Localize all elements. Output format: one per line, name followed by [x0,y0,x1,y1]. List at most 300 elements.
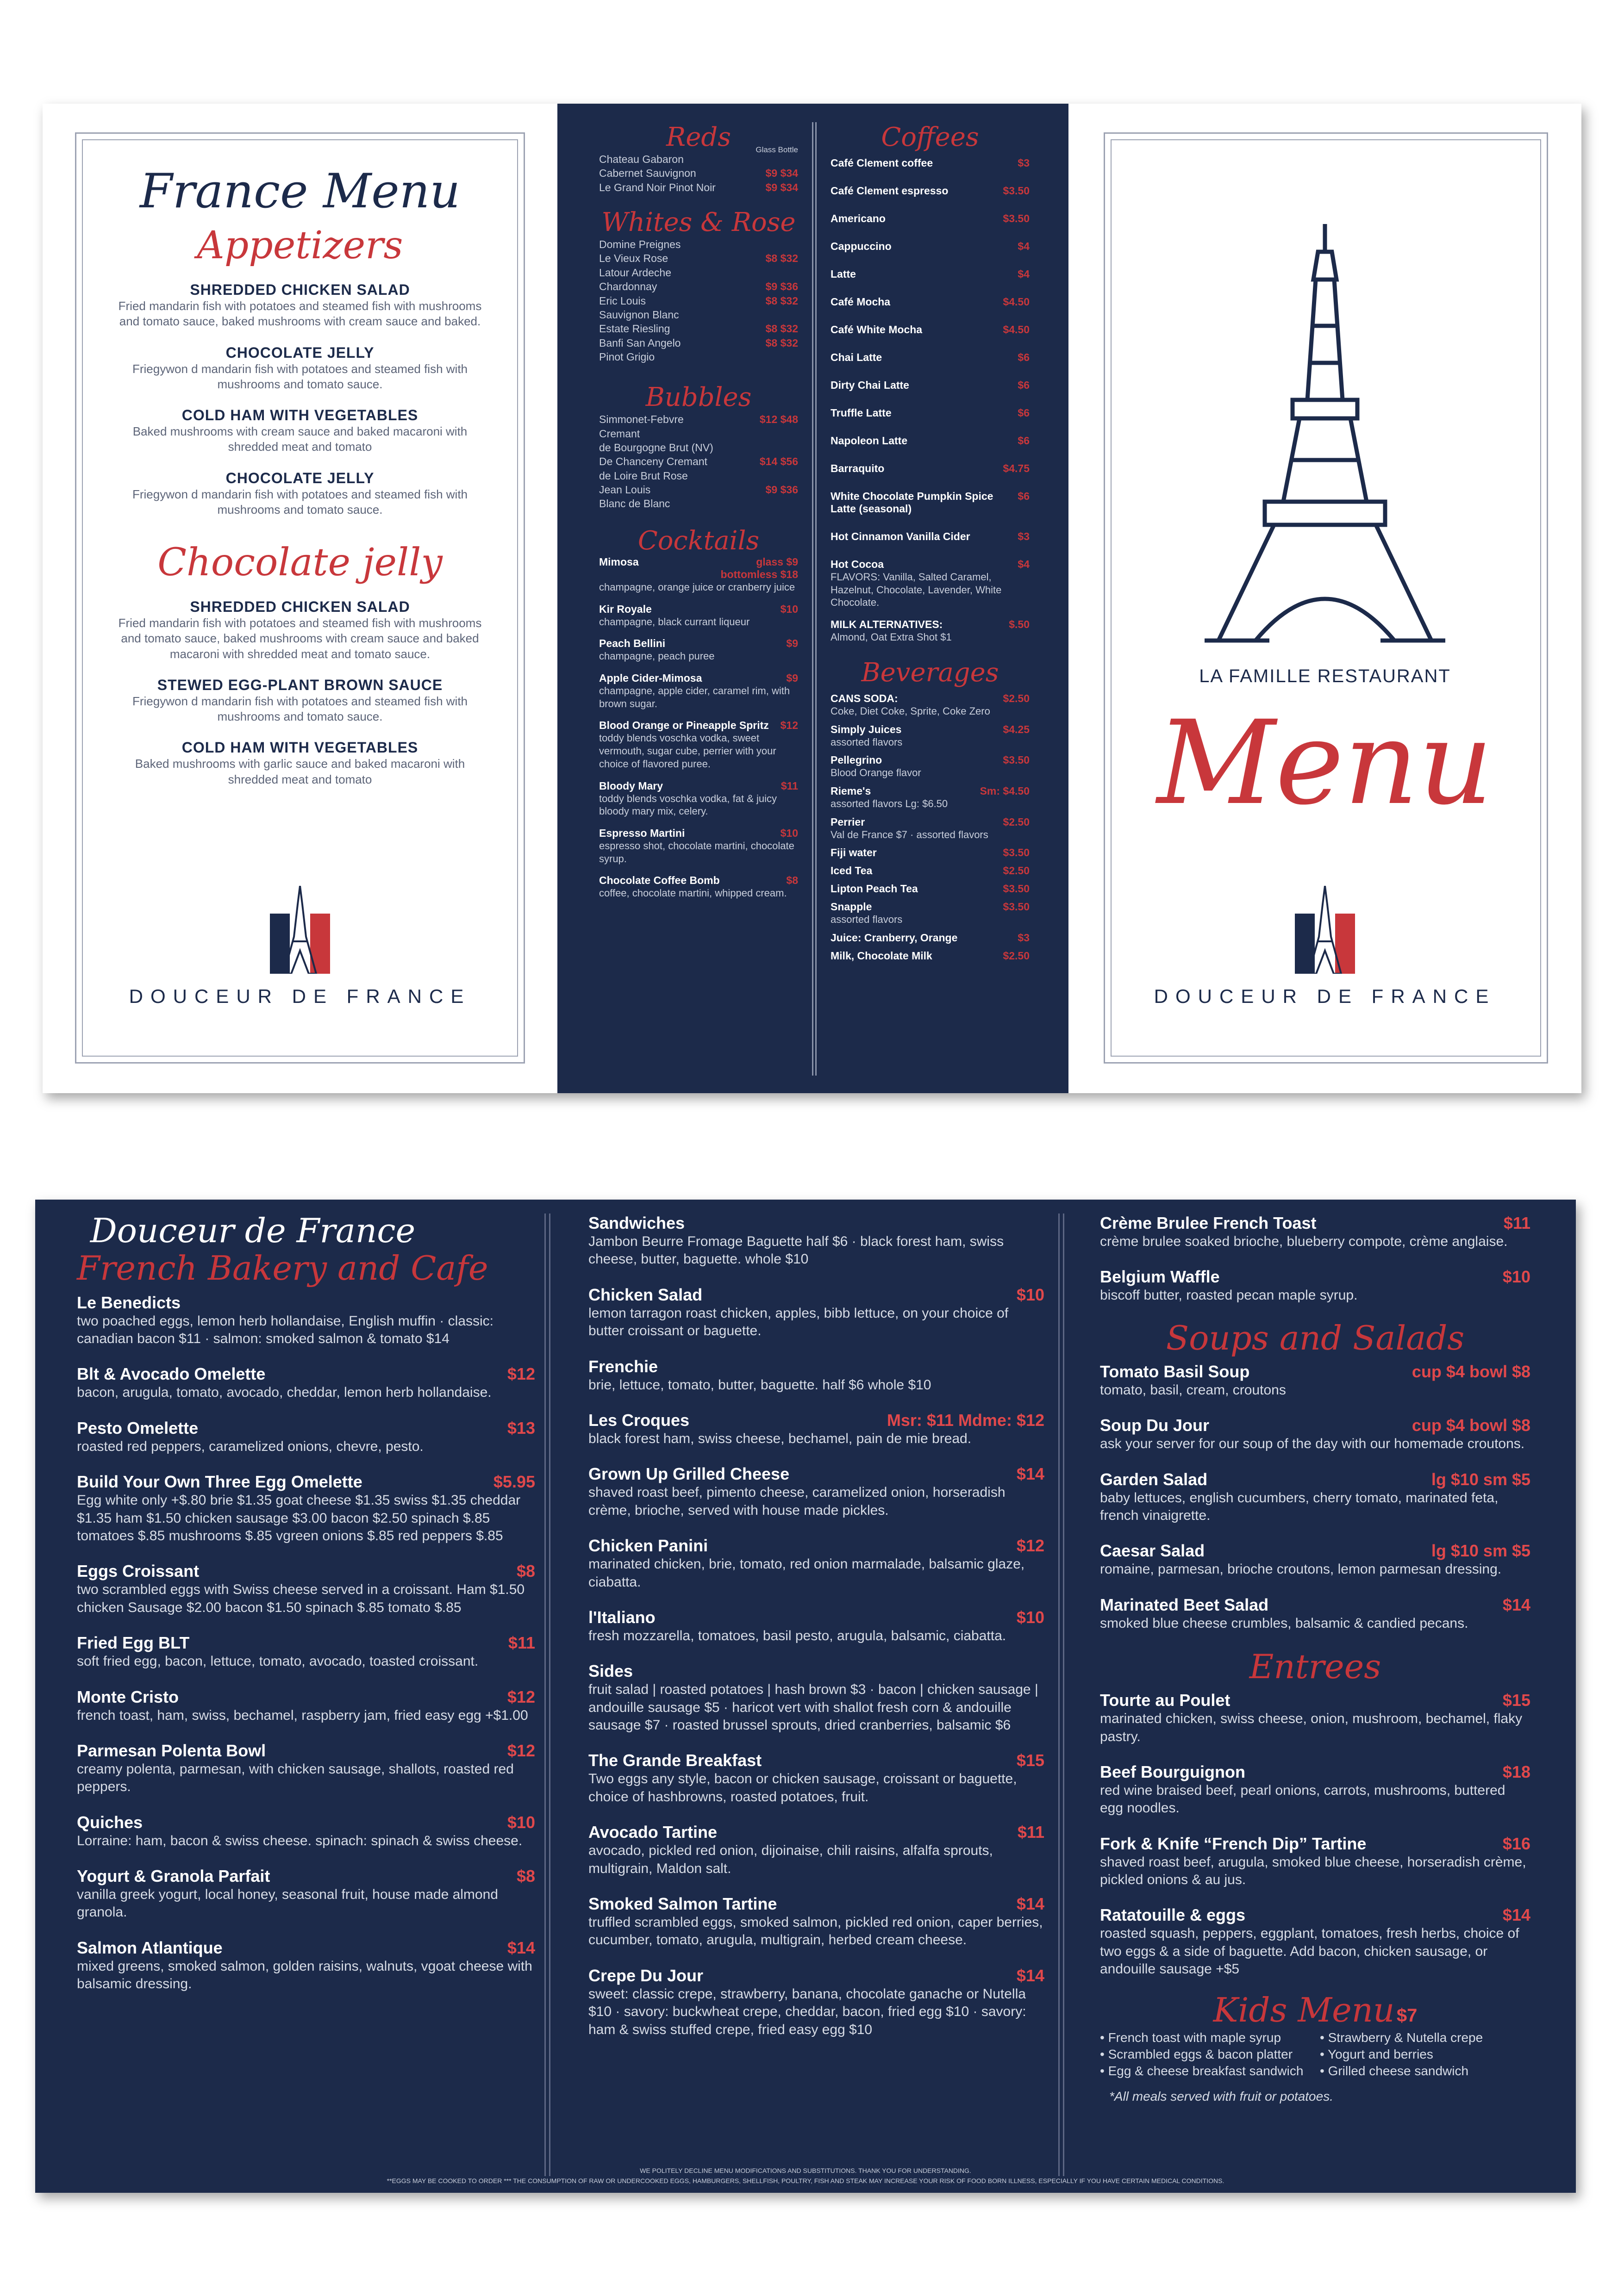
menu-item-price: $8 [516,1562,535,1581]
appetizer-desc: Baked mushrooms with garlic sauce and baked macaroni with shredded meat and tomato [135,757,465,786]
cocoa-price: $4 [1018,558,1030,570]
cocktail-name: Apple Cider-Mimosa [599,672,702,684]
cocktail-name: Blood Orange or Pineapple Spritz [599,719,769,732]
menu-item-price: lg $10 sm $5 [1431,1541,1530,1561]
menu-item-name: Crepe Du Jour [588,1966,704,1985]
menu-item-name: Chicken Salad [588,1285,703,1304]
sandwich-column [588,1213,1044,2055]
cocktail-name: Bloody Mary [599,779,663,792]
coffee-price: $4.75 [1003,462,1030,474]
menu-item-header [1100,1362,1530,1381]
cocoa-name: Hot Cocoa [831,558,884,570]
beverage-name: Milk, Chocolate Milk [831,950,932,962]
cocktail-header [599,719,798,732]
menu-item-header [77,1562,535,1581]
beverage-header [831,883,1030,895]
cocktail-desc: espresso shot, chocolate martini, chocolate syrup. [599,840,794,865]
column-divider [1058,1213,1060,2176]
menu-item-price: $8 [516,1867,535,1886]
coffee-price: $6 [1018,379,1030,391]
menu-item-header [588,1751,1044,1770]
wine-name: Eric Louis [599,294,646,307]
menu-item-desc: sweet: classic crepe, strawberry, banana, chocolate ganache or Nutella $10 · savory: buckwheat crepe, cheddar, bacon, fried egg $10 · savory: ham & swiss stuffed crepe, fried easy egg $10 [588,1986,1026,2037]
menu-item-price: $10 [507,1812,535,1832]
beverage-name: Pellegrino [831,754,882,766]
menu-item-header [1100,1267,1530,1287]
menu-item-desc: Jambon Beurre Fromage Baguette half $6 · black forest ham, swiss cheese, butter, baguette. whole $10 [588,1234,1004,1267]
beverage-desc: Blood Orange flavor [831,767,921,779]
menu-item-desc: smoked blue cheese crumbles, balsamic & candied pecans. [1100,1615,1468,1631]
menu-item-desc: roasted red peppers, caramelized onions, chevre, pesto. [77,1438,424,1454]
menu-item-desc: vanilla greek yogurt, local honey, seasonal fruit, house made almond granola. [77,1887,498,1920]
appetizer-desc: Fried mandarin fish with potatoes and steamed fish with mushrooms and tomato sauce, baked mushrooms with cream sauce and baked. [118,299,482,329]
wine-name: Chardonnay [599,280,657,293]
menu-item-name: Beef Bourguignon [1100,1762,1245,1781]
coffee-price: $6 [1018,435,1030,447]
menu-item-name: Garden Salad [1100,1469,1208,1489]
kids-item: • Strawberry & Nutella crepe [1320,2030,1483,2045]
wine-row [599,336,798,350]
wine-name: Simmonet-Febvre [599,413,684,426]
menu-item [1100,1762,1530,1817]
menu-item-desc: mixed greens, smoked salmon, golden raisins, walnuts, vgoat cheese with balsamic dressing. [77,1958,532,1992]
cocoa-desc: FLAVORS: Vanilla, Salted Caramel, Hazelnut, Chocolate, Lavender, White Chocolate. [831,571,1002,609]
beverage-name: Simply Juices [831,723,902,735]
cocktail-item [599,874,798,900]
wine-name: Pinot Grigio [599,350,655,363]
menu-item-header [588,1357,1044,1376]
eiffel-tower-icon [1205,224,1445,650]
menu-item [588,1894,1044,1949]
wine-name: Estate Riesling [599,323,670,335]
menu-item [77,1364,535,1401]
beverage-price: $4.25 [1003,723,1030,735]
menu-item-header [588,1661,1044,1681]
cocktail-name: Kir Royale [599,603,652,615]
coffee-row [831,185,1030,197]
menu-item-price: $14 [1502,1905,1530,1925]
menu-item-name: The Grande Breakfast [588,1751,762,1770]
cocktail-price: $9 [786,637,798,650]
beverage-price: $2.50 [1003,692,1030,704]
beverage-price: Sm: $4.50 [980,785,1030,797]
menu-item-header [588,1894,1044,1914]
coffee-name: Café Mocha [831,296,891,308]
cocktail-header [599,637,798,650]
menu-item [1100,1470,1530,1525]
coffee-name: Americano [831,212,886,224]
menu-item-price: $15 [1502,1691,1530,1710]
kids-item: • Egg & cheese breakfast sandwich [1100,2064,1304,2078]
menu-item-header [1100,1691,1530,1710]
menu-item-name: Ratatouille & eggs [1100,1905,1246,1925]
appetizer-item [84,677,516,725]
menu-item [77,1472,535,1545]
appetizer-item [84,598,516,662]
menu-item-name: Crème Brulee French Toast [1100,1213,1317,1232]
beverage-item [831,692,1030,718]
menu-item-header [1100,1834,1530,1854]
menu-item-header [77,1419,535,1438]
appetizer-item [84,344,516,392]
coffee-name: Barraquito [831,462,885,474]
menu-item-name: Frenchie [588,1356,658,1376]
restaurant-name: LA FAMILLE RESTAURANT [1199,666,1451,686]
coffee-price: $6 [1018,407,1030,419]
menu-item [77,1741,535,1796]
appetizer-name: STEWED EGG-PLANT BROWN SAUCE [157,676,443,693]
coffee-price: $4 [1018,240,1030,252]
wine-row [599,166,798,180]
cocktail-name: Peach Bellini [599,637,666,650]
menu-item-header [77,1364,535,1384]
menu-item-price: $5.95 [493,1472,535,1492]
beverage-name: Perrier [831,815,865,828]
entrees-heading: Entrees [1249,1647,1381,1686]
menu-item-desc: crème brulee soaked brioche, blueberry compote, crème anglaise. [1100,1234,1508,1249]
menu-item [77,1867,535,1922]
beverage-price: $3.50 [1003,846,1030,859]
column-divider [1063,1213,1064,2176]
appetizer-desc: Friegywon d mandarin fish with potatoes and steamed fish with mushrooms and tomato sauce. [132,487,468,516]
appetizer-name: COLD HAM WITH VEGETABLES [181,407,418,424]
kids-heading: Kids Menu [1213,1990,1395,2029]
brand-logo [43,886,557,1008]
menu-item-name: Sides [588,1661,633,1681]
beverage-name: CANS SODA: [831,692,898,704]
menu-item-desc: baby lettuces, english cucumbers, cherry tomato, marinated feta, french vinaigrette. [1100,1490,1499,1523]
coffee-column [831,122,1030,968]
menu-item-price: $14 [1016,1966,1044,1985]
menu-item-price: cup $4 bowl $8 [1412,1416,1530,1435]
beverage-header [831,754,1030,766]
coffee-row [831,212,1030,225]
bakery-title: Douceur de France [90,1211,416,1250]
menu-item-desc: Lorraine: ham, bacon & swiss cheese. spinach: spinach & swiss cheese. [77,1833,523,1848]
cocktail-name: Mimosa [599,555,639,568]
menu-item [588,1661,1044,1734]
cover-panel [1068,104,1581,1093]
coffee-price: $6 [1018,490,1030,502]
cocktail-item [599,719,798,770]
wine-name: de Loire Brut Rose [599,469,688,482]
kids-item: • French toast with maple syrup [1100,2030,1281,2045]
wine-row [599,469,798,483]
menu-item-desc: fruit salad | roasted potatoes | hash brown $3 · bacon | chicken sausage | andouille sausage $5 · haricot vert with shallot fresh corn & andouille sausage $7 · roasted brussel sprouts, dried cranberries, balsamic $6 [588,1682,1038,1733]
beverage-item [831,754,1030,779]
cocktail-item [599,603,798,628]
tri-fold-menu-outside [43,104,1581,1093]
coffee-row [831,157,1030,169]
menu-item-desc: romaine, parmesan, brioche croutons, lemon parmesan dressing. [1100,1562,1502,1577]
menu-item-price: $12 [507,1364,535,1384]
beverage-price: $2.50 [1003,865,1030,877]
coffee-name: Napoleon Latte [831,435,908,447]
menu-item-price: Msr: $11 Mdme: $12 [887,1410,1044,1430]
lunch-column [1100,1213,1530,2104]
menu-item-price: $14 [1016,1894,1044,1914]
wine-price: $9 $36 [765,280,798,293]
cocktail-price: glass $9 [756,555,798,568]
breakfast-column [77,1213,535,2010]
cocktail-desc: champagne, black currant liqueur [599,616,750,628]
coffee-row [831,435,1030,447]
beverage-item [831,883,1030,895]
menu-item-name: Belgium Waffle [1100,1267,1220,1287]
menu-item-header [588,1608,1044,1627]
menu-item [1100,1213,1530,1251]
coffee-price: $3 [1018,530,1030,542]
coffee-row [831,462,1030,475]
wine-row [599,322,798,336]
appetizer-item [84,739,516,787]
wine-name: Le Grand Noir Pinot Noir [599,181,716,193]
coffee-row [831,296,1030,308]
cocktail-price: $10 [780,827,798,840]
coffee-name: Chai Latte [831,351,882,363]
beverage-item [831,865,1030,877]
menu-item-name: Sandwiches [588,1213,685,1232]
beverage-name: Snapple [831,901,872,913]
wine-row [599,266,798,280]
menu-item [588,1608,1044,1645]
menu-item-name: Pesto Omelette [77,1418,199,1437]
beverage-item [831,901,1030,926]
chocolate-jelly-list [84,598,516,787]
menu-item-price: $14 [1016,1464,1044,1484]
menu-item-name: Blt & Avocado Omelette [77,1364,266,1384]
coffee-price: $4.50 [1003,296,1030,308]
menu-item-name: Grown Up Grilled Cheese [588,1464,790,1484]
beverage-price: $3.50 [1003,901,1030,913]
menu-item-desc: bacon, arugula, tomato, avocado, cheddar, lemon herb hollandaise. [77,1385,492,1400]
menu-item [1100,1834,1530,1889]
menu-item-desc: ask your server for our soup of the day with our homemade croutons. [1100,1436,1525,1452]
menu-item-price: $10 [1502,1267,1530,1287]
column-divider [812,122,813,1076]
menu-item [1100,1416,1530,1453]
beverage-name: Iced Tea [831,865,873,877]
menu-item-header [77,1687,535,1707]
beverage-item [831,846,1030,859]
menu-item-desc: shaved roast beef, pimento cheese, caramelized onion, horseradish crème, brioche, served with house made pickles. [588,1485,1006,1518]
cocktail-item [599,672,798,710]
menu-item [77,1938,535,1993]
coffee-name: Dirty Chai Latte [831,379,909,391]
coffee-row [831,407,1030,419]
menu-item-price: $11 [1503,1213,1530,1232]
menu-item-header [588,1536,1044,1556]
kids-item: • Grilled cheese sandwich [1320,2064,1469,2078]
coffee-price: $4 [1018,268,1030,280]
disclaimer-health: **EGGS MAY BE COOKED TO ORDER *** THE CONSUMPTION OF RAW OR UNDERCOOKED EGGS, HAMBURGERS, SHELLFISH, POULTRY, FISH AND STEAK MAY INCREASE YOUR RISK OF FOOD BORN ILLNESS, ESPECIALLY IF YOU HAVE CERTAIN MEDICAL CONDITIONS. [387,2177,1224,2184]
tri-fold-menu-inside [35,1200,1576,2193]
beverage-desc: Coke, Diet Coke, Sprite, Coke Zero [831,705,990,717]
cocktails-heading: Cocktails [637,525,760,556]
kids-price: $7 [1396,2005,1418,2026]
menu-item-name: Caesar Salad [1100,1541,1205,1561]
wine-name: Domine Preignes [599,238,681,251]
beverages-heading: Beverages [861,657,999,688]
menu-item [588,1357,1044,1394]
appetizer-name: CHOCOLATE JELLY [225,344,375,361]
beverage-header [831,846,1030,859]
wine-row [599,497,798,510]
menu-item-desc: brie, lettuce, tomato, butter, baguette. half $6 whole $10 [588,1377,931,1393]
wine-name: Chateau Gabaron [599,153,684,165]
menu-item [1100,1362,1530,1399]
cocktail-desc: champagne, orange juice or cranberry juice [599,581,795,593]
column-divider [815,122,817,1076]
beverage-item [831,950,1030,962]
wine-row [599,441,798,454]
wine-name: De Chanceny Cremant [599,455,707,468]
milk-price: $.50 [1009,618,1030,631]
eiffel-flag-icon [1295,886,1355,974]
cocktail-desc: toddy blends voschka vodka, fat & juicy bloody mary mix, celery. [599,792,777,817]
menu-item-desc: shaved roast beef, arugula, smoked blue cheese, horseradish crème, pickled onions & au jus. [1100,1854,1526,1888]
coffees-heading: Coffees [881,122,979,152]
menu-item-desc: two poached eggs, lemon herb hollandaise, English muffin · classic: canadian bacon $11 · salmon: smoked salmon & tomato $14 [77,1313,493,1346]
beverage-header [831,950,1030,962]
bakery-subtitle: French Bakery and Cafe [77,1248,488,1288]
wine-row [599,412,798,426]
bubbles-heading: Bubbles [645,382,752,413]
menu-item-desc: red wine braised beef, pearl onions, carrots, mushrooms, buttered egg noodles. [1100,1782,1505,1816]
cocktail-price: $12 [780,719,798,732]
menu-item-header [77,1938,535,1958]
menu-item [588,1966,1044,2039]
wine-row [599,454,798,468]
menu-item-desc: black forest ham, swiss cheese, bechamel, pain de mie bread. [588,1431,972,1446]
wine-name: Latour Ardeche [599,266,672,279]
beverage-item [831,932,1030,944]
menu-item-name: Avocado Tartine [588,1823,718,1842]
menu-item [588,1751,1044,1806]
drinks-panel [557,104,1068,1093]
menu-item-price: $11 [1017,1823,1044,1842]
menu-item-price: $15 [1016,1751,1044,1770]
appetizer-desc: Friegywon d mandarin fish with potatoes and steamed fish with mushrooms and tomato sauce. [132,694,468,724]
menu-item [1100,1541,1530,1578]
coffee-price: $3 [1018,157,1030,169]
coffee-name: Hot Cinnamon Vanilla Cider [831,530,970,542]
menu-item-price: lg $10 sm $5 [1431,1469,1530,1489]
coffee-name: White Chocolate Pumpkin Spice Latte (seasonal) [831,490,993,515]
menu-item-header [77,1472,535,1492]
wine-row [599,308,798,322]
coffee-price: $6 [1018,351,1030,363]
brand-logo [1068,886,1581,1008]
menu-item [1100,1691,1530,1746]
menu-item-price: $12 [507,1741,535,1760]
menu-item [77,1813,535,1850]
appetizer-desc: Friegywon d mandarin fish with potatoes and steamed fish with mushrooms and tomato sauce. [132,361,468,391]
cocktail-price: $8 [786,874,798,887]
wine-row [599,180,798,194]
cocktail-desc: toddy blends voschka vodka, sweet vermouth, sugar cube, perrier with your choice of flavored puree. [599,732,776,770]
beverage-header [831,785,1030,797]
appetizer-item [84,281,516,330]
milk-desc: Almond, Oat Extra Shot $1 [831,631,952,643]
cocktail-price: $9 [786,672,798,684]
cocktail-extra [599,568,798,581]
cover-menu-title: Menu [1157,696,1493,830]
menu-item-name: Marinated Beet Salad [1100,1595,1269,1614]
cocktail-desc: champagne, peach puree [599,650,715,662]
left-panel [43,104,557,1093]
wine-price: $9 $34 [765,181,798,193]
menu-item-header [588,1464,1044,1484]
menu-item-header [588,1411,1044,1430]
menu-item-name: l'Italiano [588,1607,656,1627]
menu-item [1100,1905,1530,1978]
menu-item-header [77,1293,535,1313]
coffee-name: Truffle Latte [831,407,892,419]
menu-item-desc: biscoff butter, roasted pecan maple syrup. [1100,1288,1358,1303]
menu-item-desc: Two eggs any style, bacon or chicken sausage, croissant or baguette, choice of hashbrowns, roasted potatoes, fruit. [588,1771,1017,1804]
menu-item-header [77,1633,535,1653]
menu-item [77,1633,535,1670]
menu-item-header [588,1966,1044,1985]
menu-item-desc: creamy polenta, parmesan, with chicken sausage, shallots, roasted red peppers. [77,1761,514,1795]
reds-heading: Reds [666,122,731,152]
menu-item-name: Build Your Own Three Egg Omelette [77,1472,362,1492]
beverage-header [831,865,1030,877]
wine-name: Le Vieux Rose [599,252,668,265]
cocktail-price: $11 [781,779,798,792]
beverage-price: $3.50 [1003,754,1030,766]
menu-item [77,1293,535,1348]
menu-item-price: $10 [1016,1607,1044,1627]
coffee-name: Café White Mocha [831,324,923,336]
cocktail-item [599,827,798,865]
menu-item-price: $13 [507,1418,535,1437]
menu-item-header [588,1213,1044,1233]
wine-price: $8 $32 [765,294,798,307]
menu-item-desc: lemon tarragon roast chicken, apples, bibb lettuce, on your choice of butter croissant or baguette. [588,1305,1009,1339]
beverage-item [831,816,1030,841]
wine-name: Jean Louis [599,484,651,496]
coffee-row [831,240,1030,253]
column-divider [544,1213,546,2176]
cocktail-header [599,874,798,887]
beverage-item [831,785,1030,810]
coffee-row [831,351,1030,364]
wine-name: Sauvignon Blanc [599,308,679,321]
menu-item-header [1100,1416,1530,1435]
cocktail-desc: coffee, chocolate martini, whipped cream. [599,887,787,899]
wine-price: $9 $34 [765,167,798,180]
coffee-name: Latte [831,268,856,280]
menu-item-name: Parmesan Polenta Bowl [77,1741,266,1760]
coffee-name: Café Clement coffee [831,157,933,169]
menu-item-header [77,1741,535,1761]
coffee-row [831,379,1030,392]
menu-item-price: $14 [507,1938,535,1957]
appetizer-name: CHOCOLATE JELLY [225,469,375,486]
wine-row [599,280,798,293]
wine-row [599,350,798,364]
wine-column [599,122,798,909]
beverage-name: Rieme's [831,785,871,797]
wine-row [599,251,798,265]
menu-item-header [1100,1905,1530,1925]
menu-item [77,1419,535,1456]
menu-item-name: Eggs Croissant [77,1562,200,1581]
menu-item-name: Soup Du Jour [1100,1416,1209,1435]
beverage-price: $2.50 [1003,950,1030,962]
